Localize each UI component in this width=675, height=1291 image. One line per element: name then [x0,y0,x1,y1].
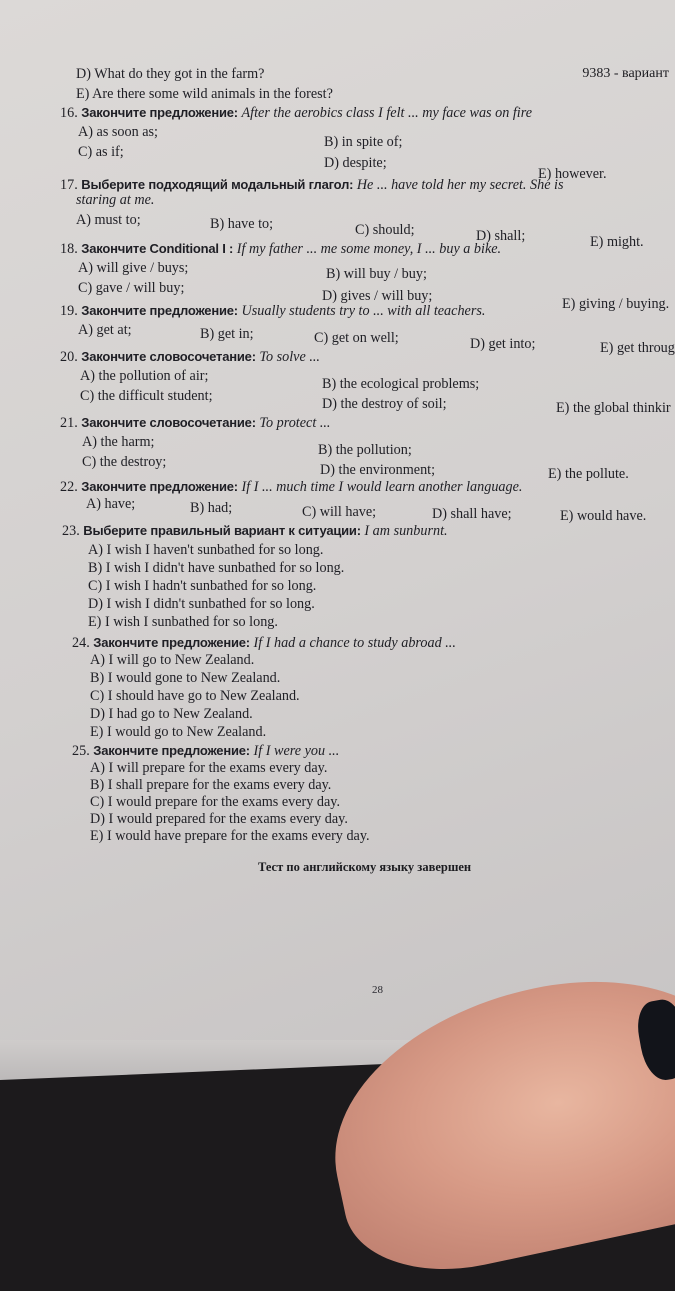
q24-option-c: C) I should have go to New Zealand. [90,688,300,704]
q18-option-e: E) giving / buying. [562,296,670,312]
question-23: 23. Выберите правильный вариант к ситуации: I am sunburnt. [62,523,448,539]
q17-option-e: E) might. [590,234,644,250]
q19-option-b: B) get in; [200,326,254,342]
q16-option-e: E) however. [538,166,607,182]
variant-header: 9383 - вариант [582,66,669,81]
question-16: 16. Закончите предложение: After the aerobics class I felt ... my face was on fire [60,105,533,121]
q18-option-a: A) will give / buys; [78,260,189,276]
prev-option-e: E) Are there some wild animals in the forest? [76,86,333,102]
q20-option-c: C) the difficult student; [80,388,213,404]
question-25: 25. Закончите предложение: If I were you ... [72,743,340,759]
q18-option-b: B) will buy / buy; [326,266,427,282]
q21-option-c: C) the destroy; [82,454,167,470]
page-number: 28 [372,984,383,996]
q25-option-d: D) I would prepared for the exams every day. [90,811,348,827]
q23-option-d: D) I wish I didn't sunbathed for so long. [88,596,315,612]
question-17-continuation: staring at me. [76,192,155,208]
q20-option-a: A) the pollution of air; [80,368,209,384]
q25-option-a: A) I will prepare for the exams every day. [90,760,328,776]
prev-option-d: D) What do they got in the farm? [76,66,265,82]
q23-option-a: A) I wish I haven't sunbathed for so long. [88,542,324,558]
q19-option-c: C) get on well; [314,330,399,346]
test-complete-footer: Тест по английскому языку завершен [258,860,472,874]
q24-option-e: E) I would go to New Zealand. [90,724,267,740]
q25-option-b: B) I shall prepare for the exams every day. [90,777,332,793]
question-19: 19. Закончите предложение: Usually students try to ... with all teachers. [60,303,486,319]
q20-option-b: B) the ecological problems; [322,376,480,392]
q20-option-d: D) the destroy of soil; [322,396,447,412]
q19-option-a: A) get at; [78,322,132,338]
q25-option-c: C) I would prepare for the exams every day. [90,794,341,810]
question-22: 22. Закончите предложение: If I ... much time I would learn another language. [60,479,523,495]
question-18: 18. Закончите Conditional I : If my father ... me some money, I ... buy a bike. [60,241,502,257]
q22-option-a: A) have; [86,496,136,512]
q21-option-e: E) the pollute. [548,466,629,482]
question-21: 21. Закончите словосочетание: To protect ... [60,415,331,431]
q17-option-b: B) have to; [210,216,274,232]
q19-option-e: E) get throug [600,340,675,356]
q25-option-e: E) I would have prepare for the exams every day. [90,828,370,844]
question-24: 24. Закончите предложение: If I had a chance to study abroad ... [72,635,456,651]
q23-option-c: C) I wish I hadn't sunbathed for so long. [88,578,317,594]
q16-option-c: C) as if; [78,144,124,160]
q24-option-b: B) I would gone to New Zealand. [90,670,281,686]
q17-option-c: C) should; [355,222,415,238]
q21-option-d: D) the environment; [320,462,436,478]
q24-option-d: D) I had go to New Zealand. [90,706,253,722]
q17-option-d: D) shall; [476,228,526,244]
q21-option-a: A) the harm; [82,434,155,450]
q17-option-a: A) must to; [76,212,141,228]
q22-option-b: B) had; [190,500,233,516]
q20-option-e: E) the global thinkir [556,400,671,416]
q23-option-b: B) I wish I didn't have sunbathed for so long. [88,560,345,576]
q22-option-e: E) would have. [560,508,647,524]
q24-option-a: A) I will go to New Zealand. [90,652,255,668]
question-20: 20. Закончите словосочетание: To solve ... [60,349,320,365]
q19-option-d: D) get into; [470,336,536,352]
q16-option-d: D) despite; [324,155,387,171]
q16-option-b: B) in spite of; [324,134,403,150]
q23-option-e: E) I wish I sunbathed for so long. [88,614,278,630]
q21-option-b: B) the pollution; [318,442,412,458]
q16-option-a: A) as soon as; [78,124,158,140]
q18-option-c: C) gave / will buy; [78,280,185,296]
q18-option-d: D) gives / will buy; [322,288,433,304]
question-17: 17. Выберите подходящий модальный глагол: He ... have told her my secret. She is [60,177,564,193]
q22-option-c: C) will have; [302,504,377,520]
q22-option-d: D) shall have; [432,506,512,522]
